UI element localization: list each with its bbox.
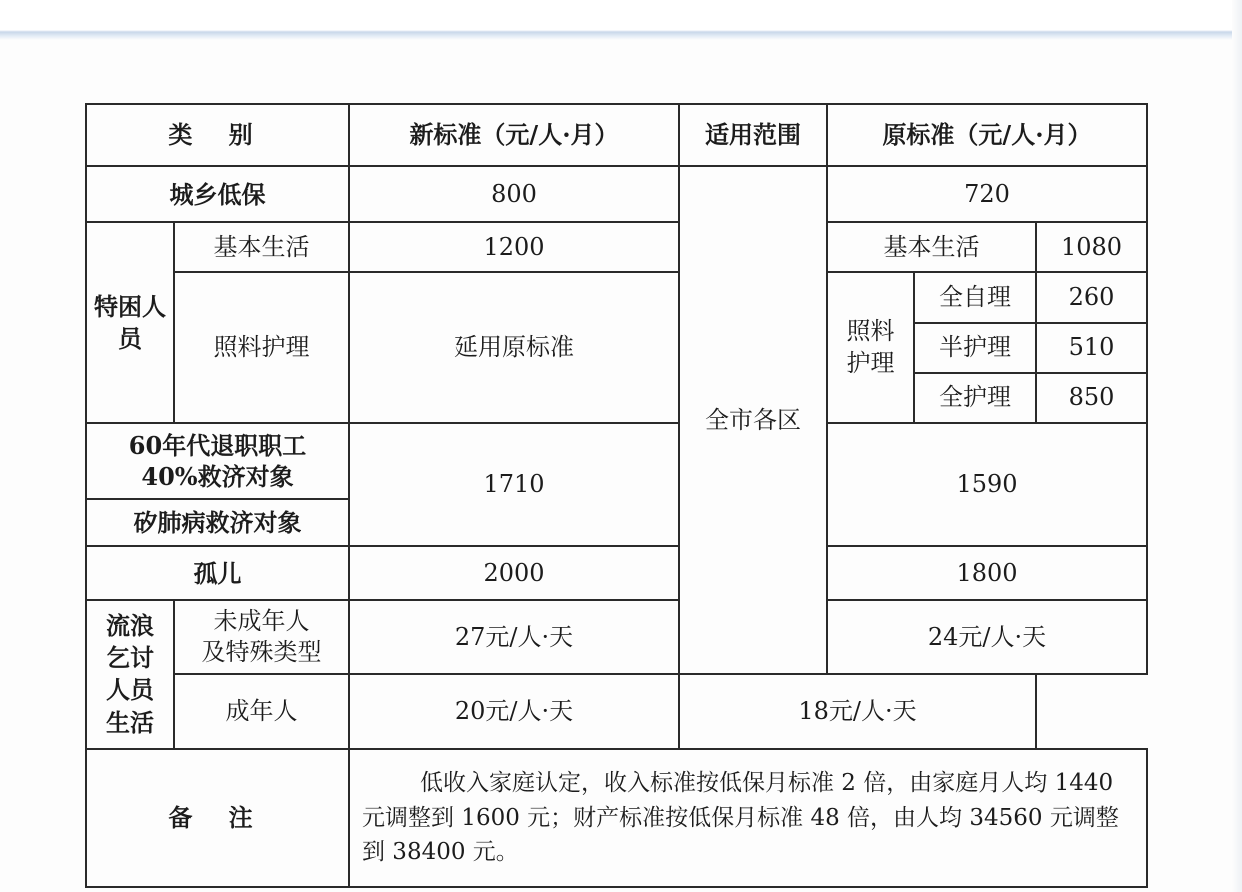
remarks-label: 备 注 <box>86 749 349 887</box>
row-tekun-basic <box>86 222 1147 272</box>
remarks-text <box>349 749 1147 887</box>
header-scope: 适用范围 <box>679 104 827 166</box>
vagrant-adult-new: 20元/人·天 <box>349 674 679 748</box>
vagrant-adult-label: 成年人 <box>174 674 349 748</box>
row-orphan <box>86 546 1147 600</box>
orphan-old: 1800 <box>827 546 1147 600</box>
vagrant-minor-line1: 未成年人 <box>213 607 310 636</box>
vagrant-group-line4: 生活 <box>106 707 154 737</box>
tekun-care-new: 延用原标准 <box>349 272 679 422</box>
row-tekun-care-1 <box>86 272 1147 322</box>
header-row <box>86 104 1147 166</box>
dibao-label: 城乡低保 <box>86 166 349 222</box>
vagrant-minor-old: 24元/人·天 <box>827 600 1147 674</box>
vagrant-group-line3: 人员 <box>106 675 154 705</box>
row-dibao <box>86 166 1147 222</box>
header-old-standard: 原标准（元/人·月） <box>827 104 1147 166</box>
tekun-old-care-group: 照料护理 <box>827 272 914 422</box>
page-top-band <box>0 0 1242 40</box>
tekun-old-basic-label: 基本生活 <box>827 222 1036 272</box>
tekun-group: 特困人员 <box>86 222 174 423</box>
vagrant-minor-label <box>174 600 349 674</box>
sixties-label-line1: 60年代退职职工 <box>128 430 307 460</box>
orphan-label: 孤儿 <box>86 546 349 600</box>
assistance-standard-table <box>85 103 1148 888</box>
row-vagrant-adult <box>86 674 1147 748</box>
tekun-old-basic: 1080 <box>1036 222 1147 272</box>
header-category: 类 别 <box>86 104 349 166</box>
remarks-paragraph: 低收入家庭认定，收入标准按低保月标准 2 倍，由家庭月人均 1440 元调整到 1600 元；财产标准按低保月标准 48 倍，由人均 34560 元调整到 38400 元。 <box>362 770 1119 866</box>
old-care-label: 全护理 <box>914 373 1036 423</box>
sixties-old: 1590 <box>827 423 1147 546</box>
silicosis-label: 矽肺病救济对象 <box>86 499 349 546</box>
vagrant-minor-line2: 及特殊类型 <box>201 638 322 667</box>
orphan-new: 2000 <box>349 546 679 600</box>
sixties-label <box>86 423 349 499</box>
vagrant-group-line2: 乞讨 <box>106 643 154 673</box>
row-vagrant-minor <box>86 600 1147 674</box>
old-care-label: 半护理 <box>914 323 1036 373</box>
vagrant-group-line1: 流浪 <box>106 610 154 640</box>
row-sixties <box>86 423 1147 499</box>
old-care-value: 850 <box>1036 373 1147 423</box>
old-care-label: 全自理 <box>914 272 1036 322</box>
old-care-value: 510 <box>1036 323 1147 373</box>
row-remarks <box>86 749 1147 887</box>
vagrant-adult-old: 18元/人·天 <box>679 674 1036 748</box>
vagrant-minor-new: 27元/人·天 <box>349 600 679 674</box>
sixties-new: 1710 <box>349 423 679 546</box>
tekun-care-label: 照料护理 <box>174 272 349 422</box>
header-new-standard: 新标准（元/人·月） <box>349 104 679 166</box>
old-care-value: 260 <box>1036 272 1147 322</box>
page-edge-shadow <box>1232 0 1242 892</box>
scope-all: 全市各区 <box>679 166 827 674</box>
tekun-basic-new: 1200 <box>349 222 679 272</box>
sixties-label-line2: 40%救济对象 <box>141 461 294 491</box>
dibao-old: 720 <box>827 166 1147 222</box>
tekun-basic-label: 基本生活 <box>174 222 349 272</box>
dibao-new: 800 <box>349 166 679 222</box>
vagrant-group <box>86 600 174 748</box>
